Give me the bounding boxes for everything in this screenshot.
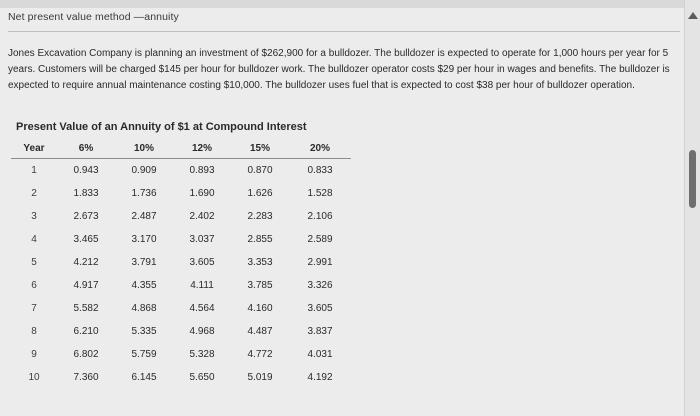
table-cell-6pct: 0.943	[73, 165, 99, 176]
table-caption: Present Value of an Annuity of $1 at Compound Interest	[16, 121, 307, 133]
table-row	[11, 297, 351, 320]
table-row	[11, 320, 351, 343]
column-header-12pct: 12%	[173, 138, 231, 159]
table-row	[11, 343, 351, 366]
annuity-table	[11, 138, 351, 389]
table-cell-6pct: 7.360	[73, 372, 99, 383]
table-cell-year: 9	[31, 349, 37, 360]
column-header-20pct: 20%	[289, 138, 351, 159]
table-cell-20pct: 4.031	[307, 349, 333, 360]
table-cell-15pct: 0.870	[247, 165, 273, 176]
table-cell-10pct: 0.909	[131, 165, 157, 176]
table-row	[11, 205, 351, 228]
table-row	[11, 274, 351, 297]
table-cell-12pct: 1.690	[189, 188, 215, 199]
scrollbar-thumb[interactable]	[689, 150, 696, 208]
table-cell-10pct: 2.487	[131, 211, 157, 222]
table-cell-20pct: 3.326	[307, 280, 333, 291]
table-cell-6pct: 5.582	[73, 303, 99, 314]
table-row	[11, 251, 351, 274]
table-cell-20pct: 3.605	[307, 303, 333, 314]
table-row	[11, 228, 351, 251]
table-body	[11, 159, 351, 390]
column-header-15pct: 15%	[231, 138, 289, 159]
table-cell-20pct: 1.528	[307, 188, 333, 199]
table-cell-year: 10	[28, 372, 40, 383]
table-cell-6pct: 6.802	[73, 349, 99, 360]
table-cell-10pct: 5.335	[131, 326, 157, 337]
table-cell-12pct: 4.968	[189, 326, 215, 337]
vertical-scrollbar[interactable]	[684, 0, 700, 416]
table-row	[11, 182, 351, 205]
table-header-row	[11, 138, 351, 159]
table-cell-20pct: 2.589	[307, 234, 333, 245]
chevron-up-icon[interactable]	[688, 12, 698, 19]
table-cell-12pct: 2.402	[189, 211, 215, 222]
table-cell-10pct: 4.355	[131, 280, 157, 291]
table-cell-12pct: 5.650	[189, 372, 215, 383]
table-cell-20pct: 3.837	[307, 326, 333, 337]
column-header-6pct: 6%	[57, 138, 115, 159]
table-cell-6pct: 4.212	[73, 257, 99, 268]
table-cell-15pct: 4.160	[247, 303, 273, 314]
table-cell-year: 2	[31, 188, 37, 199]
table-cell-12pct: 5.328	[189, 349, 215, 360]
table-cell-20pct: 2.991	[307, 257, 333, 268]
table-cell-6pct: 1.833	[73, 188, 99, 199]
table-cell-10pct: 3.170	[131, 234, 157, 245]
table-cell-6pct: 3.465	[73, 234, 99, 245]
table-cell-15pct: 4.772	[247, 349, 273, 360]
table-cell-6pct: 4.917	[73, 280, 99, 291]
table-cell-10pct: 3.791	[131, 257, 157, 268]
table-cell-12pct: 4.564	[189, 303, 215, 314]
table-cell-12pct: 0.893	[189, 165, 215, 176]
top-strip	[0, 0, 684, 8]
table-cell-20pct: 2.106	[307, 211, 333, 222]
page-title: Net present value method —annuity	[8, 11, 179, 23]
table-cell-15pct: 2.283	[247, 211, 273, 222]
table-cell-15pct: 1.626	[247, 188, 273, 199]
table-cell-10pct: 1.736	[131, 188, 157, 199]
table-cell-15pct: 3.353	[247, 257, 273, 268]
table-cell-10pct: 4.868	[131, 303, 157, 314]
table-cell-20pct: 4.192	[307, 372, 333, 383]
table-cell-15pct: 3.785	[247, 280, 273, 291]
table-cell-year: 6	[31, 280, 37, 291]
table-cell-6pct: 2.673	[73, 211, 99, 222]
table-cell-year: 7	[31, 303, 37, 314]
table-row	[11, 159, 351, 183]
problem-text: Jones Excavation Company is planning an investment of $262,900 for a bulldozer. The bulldozer is expected to operate for 1,000 hours per year for 5 years. Customers will be charged $145 per hour for bulldozer work. The bulldozer operator costs $29 per hour in wages and benefits. The bulldozer is expected to require annual maintenance costing $10,000. The bulldozer uses fuel that is expected to cost $38 per hour of bulldozer operation.	[8, 48, 670, 91]
table-row	[11, 366, 351, 389]
table-cell-12pct: 3.037	[189, 234, 215, 245]
table-cell-6pct: 6.210	[73, 326, 99, 337]
table-cell-20pct: 0.833	[307, 165, 333, 176]
table-cell-year: 8	[31, 326, 37, 337]
table-cell-year: 4	[31, 234, 37, 245]
column-header-10pct: 10%	[115, 138, 173, 159]
table-cell-year: 5	[31, 257, 37, 268]
table-cell-year: 3	[31, 211, 37, 222]
table-cell-15pct: 4.487	[247, 326, 273, 337]
table-cell-12pct: 4.111	[190, 280, 214, 291]
table-cell-10pct: 6.145	[131, 372, 157, 383]
table-cell-15pct: 5.019	[247, 372, 273, 383]
table-cell-10pct: 5.759	[131, 349, 157, 360]
column-header-year: Year	[11, 138, 57, 159]
table-cell-15pct: 2.855	[247, 234, 273, 245]
table-cell-12pct: 3.605	[189, 257, 215, 268]
table-cell-year: 1	[31, 165, 37, 176]
title-divider	[8, 31, 680, 32]
